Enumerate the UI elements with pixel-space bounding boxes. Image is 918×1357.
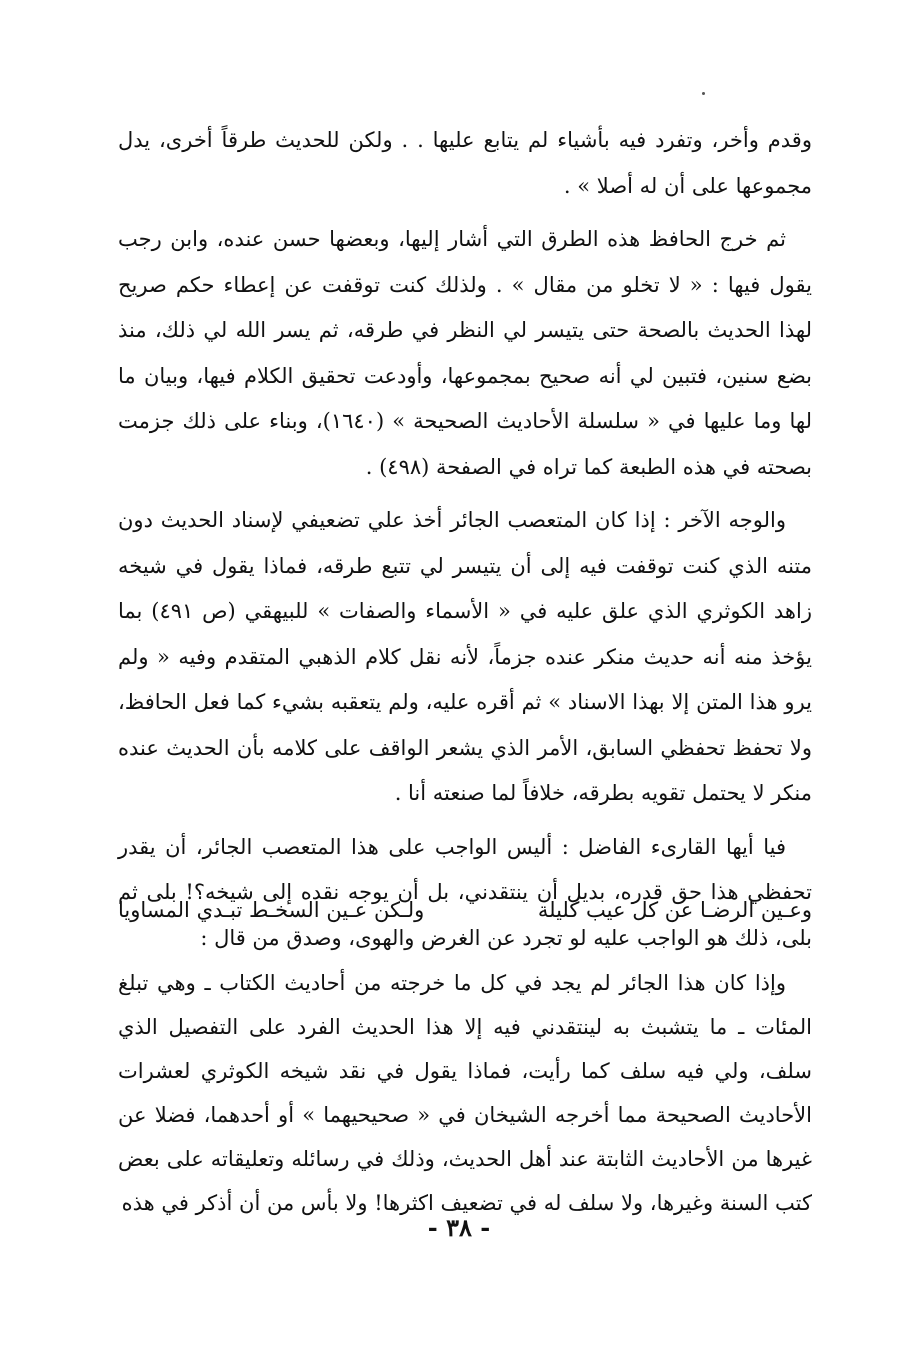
page-number: - ٣٨ -	[427, 1213, 491, 1242]
text-line: يقول فيها : « لا تخلو من مقال » . ولذلك كنت توقفت عن إعطاء حكم صريح	[118, 272, 812, 297]
paragraph-5	[118, 961, 812, 1225]
poetry-verse	[118, 888, 812, 933]
verse-first-hemistich: وعـين الرضـا عن كل عيب كليلة	[537, 898, 812, 922]
text-line: لهذا الحديث بالصحة حتى يتيسر لي النظر في طرقه، ثم يسر الله لي ذلك، منذ بضع	[118, 318, 812, 388]
text-line: وإذا كان هذا الجائر لم يجد في كل ما خرجته من أحاديث الكتاب ـ وهي تبلغ	[118, 971, 786, 995]
text-line: ولي فيه سلف كما رأيت، فماذا يقول في نقد شيخه الكوثري لعشرات الأحاديث	[118, 1059, 812, 1127]
text-line: تحفظي السابق، الأمر الذي يشعر الواقف على كلامه بأن الحديث عنده منكر لا	[118, 735, 812, 805]
verse-second-hemistich: ولـكن عـين السخـط تبـدي المساويا	[118, 898, 425, 922]
text-line: يحتمل تقويه بطرقه، خلافاً لما صنعته أنا .	[394, 781, 746, 805]
text-line: بلى، ذلك هو الواجب عليه لو تجرد عن الغرض والهوى، وصدق من قال :	[200, 925, 812, 950]
text-line: سنين، فتبين لي أنه صحيح بمجموعها، وأودعت تحقيق الكلام فيها، وبيان ما لها	[118, 363, 813, 433]
text-line: السنة وغيرها، ولا سلف له في تضعيف اكثرها! ولا بأس من أن أذكر في هذه	[121, 1191, 769, 1215]
text-line: منه أنه حديث منكر عنده جزماً، لأنه نقل كلام الذهبي المتقدم وفيه « ولم يرو هذا	[118, 644, 812, 714]
text-line: ثم خرج الحافظ هذه الطرق التي أشار إليها، وبعضها حسن عنده، وابن رجب	[118, 227, 786, 251]
text-line: مجموعها على أن له أصلا » .	[563, 173, 812, 198]
text-line: الصحيحة مما أخرجه الشيخان في « صحيحيهما » أو أحدهما، فضلا عن غيرها من	[118, 1103, 812, 1171]
text-line: وقدم وأخر، وتفرد فيه بأشياء لم يتابع عليها . . ولكن للحديث طرقاً أخرى، يدل	[118, 128, 812, 152]
text-line: بصحته في هذه الطبعة كما تراه في الصفحة (٤٩٨) .	[365, 454, 812, 479]
text-line: فيا أيها القارىء الفاضل : أليس الواجب على هذا المتعصب الجائر، أن يقدر	[118, 834, 786, 859]
text-line: متنه الذي كنت توقفت فيه إلى أن يتيسر لي تتبع طرقه، فماذا يقول في شيخه زاهد	[118, 553, 812, 623]
paragraph-2	[118, 217, 812, 490]
text-line: وما عليها في « سلسلة الأحاديث الصحيحة » (١٦٤٠)، وبناء على ذلك جزمت	[118, 409, 782, 433]
text-line: الكوثري الذي علق عليه في « الأسماء والصفات » للبيهقي (ص ٤٩١) بما يؤخذ	[118, 599, 812, 669]
main-text-block	[118, 118, 812, 961]
paragraph-3	[118, 498, 812, 817]
text-line: المئات ـ ما يتشبث به لينتقدني فيه إلا هذا الحديث الفرد على التفصيل الذي سلف،	[118, 1015, 812, 1083]
text-line: والوجه الآخر : إذا كان المتعصب الجائر أخذ علي تضعيفي لإسناد الحديث دون	[118, 508, 786, 532]
text-line: المتن إلا بهذا الاسناد » ثم أقره عليه، ولم يتعقبه بشيء كما فعل الحافظ، ولا تحفظ	[118, 690, 812, 760]
text-line: الأحاديث الثابتة عند أهل الحديث، وذلك في رسائله وتعليقاته على بعض كتب	[118, 1147, 812, 1215]
scan-speck	[702, 92, 705, 95]
text-line: تحفظي هذا حق قدره، بديل أن ينتقدني، بل أن يوجه نقده إلى شيخه؟! بلى ثم	[118, 880, 812, 904]
paragraph-1	[118, 118, 812, 209]
